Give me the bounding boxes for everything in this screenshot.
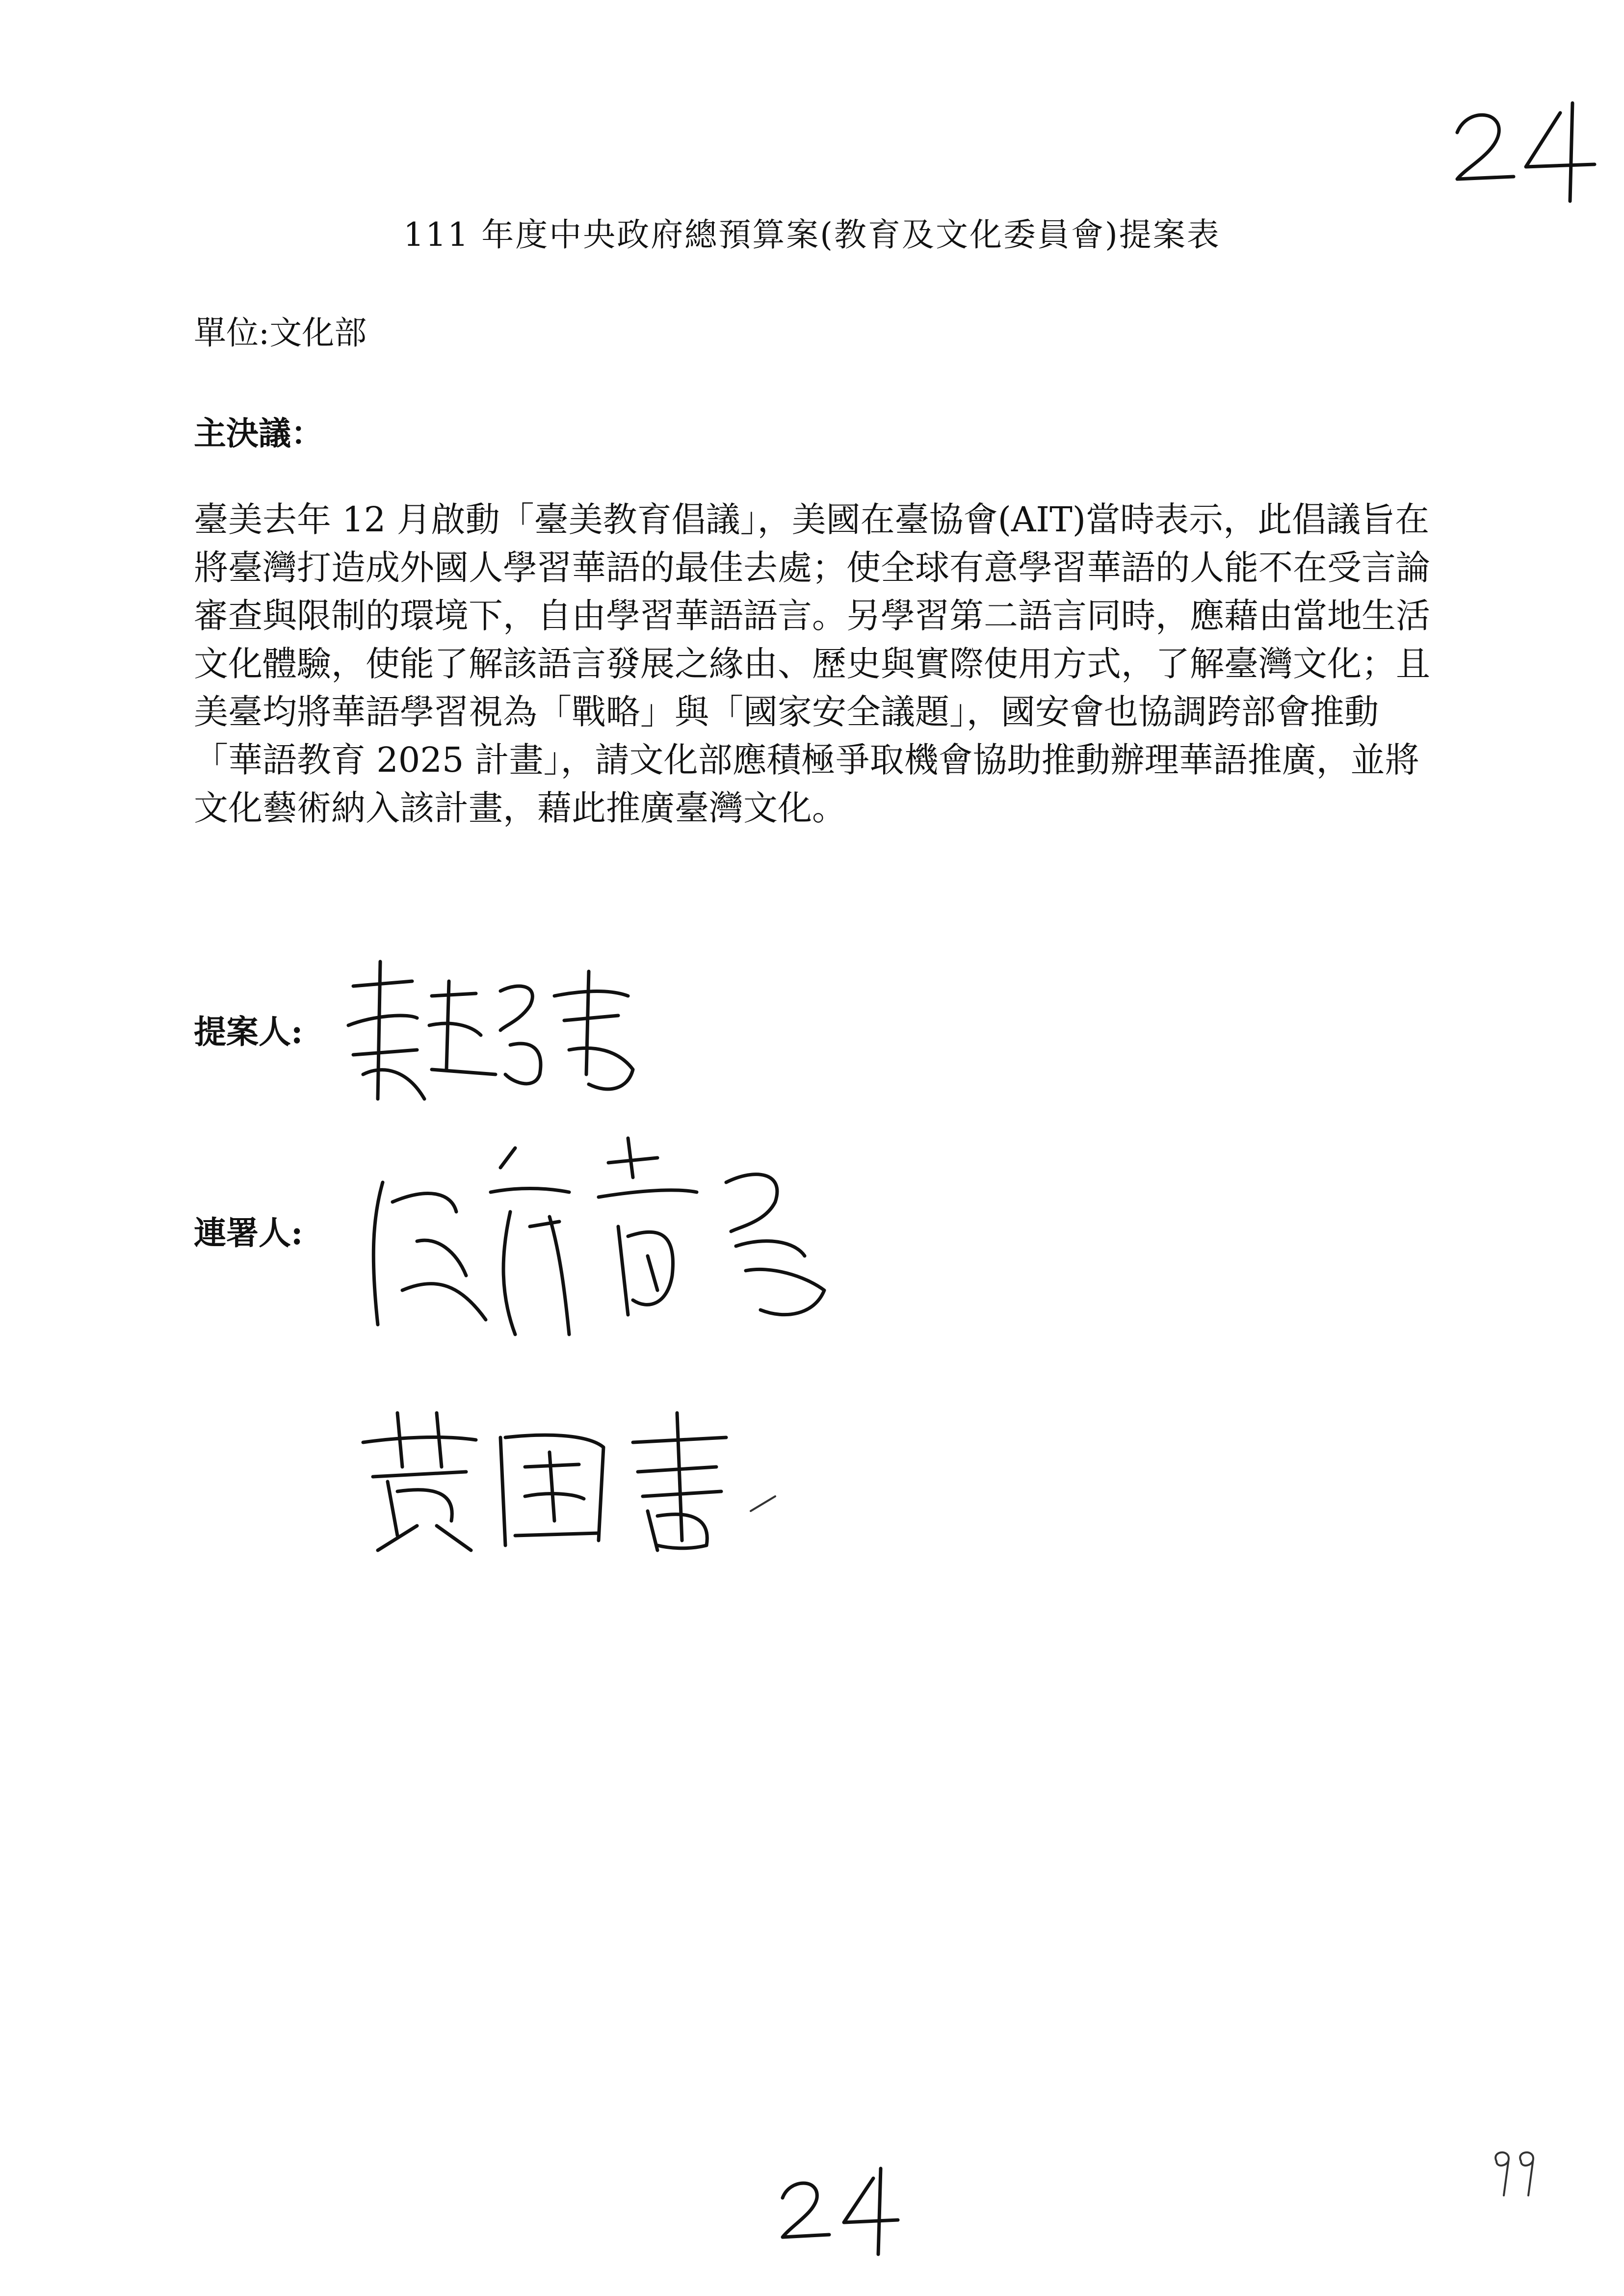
resolution-paragraph: 臺美去年 12 月啟動「臺美教育倡議」，美國在臺協會(AIT)當時表示，此倡議旨在將臺灣打造成外國人學習華語的最佳去處；使全球有意學習華語的人能不在受言論審查與限制的環境下，自由學習華語語言。另學習第二語言同時，應藉由當地生活文化體驗，使能了解該語言發展之緣由、歷史與實際使用方式，了解臺灣文化；且美臺均將華語學習視為「戰略」與「國家安全議題」，國安會也協調跨部會推動「華語教育 2025 計畫」，請文化部應積極爭取機會協助推動辦理華語推廣，並將文化藝術納入該計畫，藉此推廣臺灣文化。 [194,499,1430,828]
proposer-label: 提案人: [194,1013,303,1051]
cosigner-signature-2 [343,1393,785,1560]
bottom-right-page-number [1487,2144,1541,2203]
top-right-page-number [1447,93,1604,206]
resolution-body [194,496,1435,832]
unit-line: 單位:文化部 [194,314,367,352]
proposer-signature [334,952,648,1119]
page-title: 111 年度中央政府總預算案(教育及文化委員會)提案表 [403,216,1221,254]
cosigner-label: 連署人: [194,1214,303,1252]
main-resolution-label: 主決議： [194,414,323,452]
cosigner-signature-1 [353,1128,854,1359]
bottom-center-page-number [775,2159,903,2257]
